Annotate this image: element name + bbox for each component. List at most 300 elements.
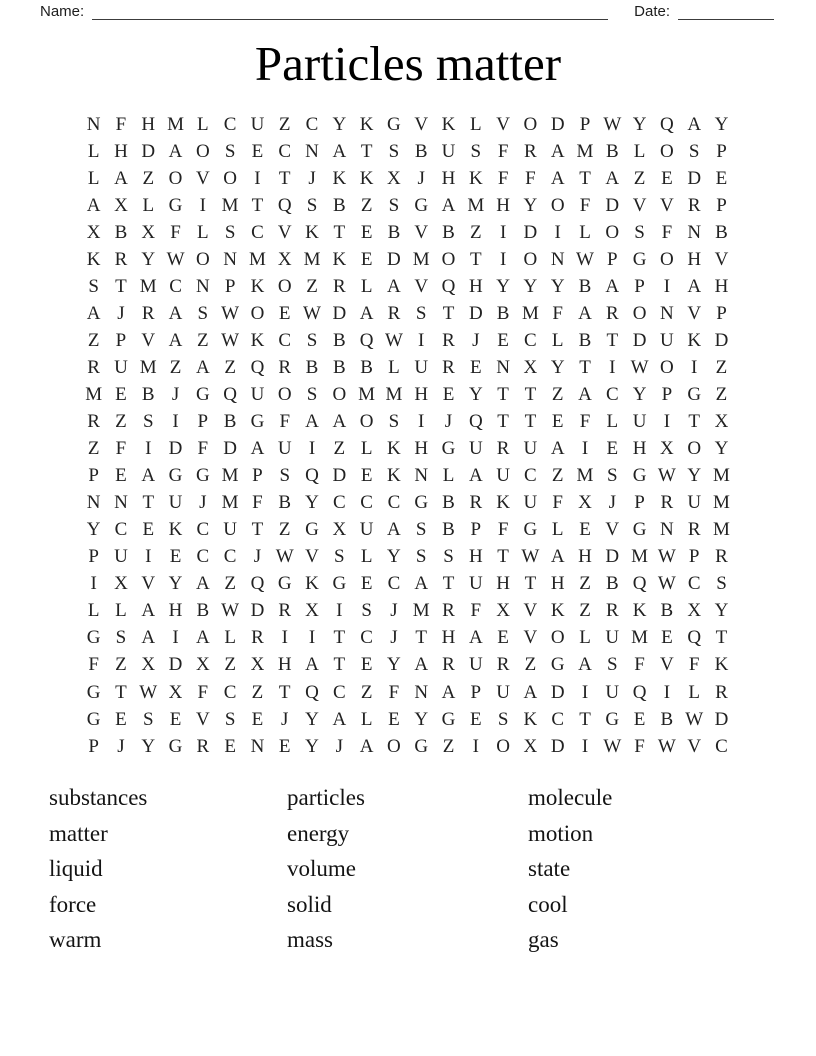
grid-letter: L bbox=[551, 519, 564, 541]
grid-letter: I bbox=[691, 356, 698, 378]
grid-letter: O bbox=[277, 383, 292, 405]
grid-letter: Z bbox=[551, 383, 564, 405]
grid-letter: R bbox=[332, 275, 346, 297]
grid-letter: T bbox=[688, 411, 700, 433]
grid-letter: E bbox=[115, 708, 127, 730]
grid-letter: N bbox=[114, 492, 128, 514]
grid-letter: A bbox=[141, 465, 156, 487]
grid-letter: G bbox=[441, 708, 456, 730]
grid-letter: S bbox=[224, 140, 236, 162]
grid-letter: J bbox=[417, 167, 425, 189]
grid-letter: S bbox=[142, 708, 154, 730]
grid-letter: I bbox=[663, 681, 671, 703]
grid-letter: R bbox=[114, 248, 128, 270]
grid-letter: B bbox=[223, 411, 237, 433]
grid-letter: G bbox=[332, 573, 347, 595]
grid-letter: B bbox=[605, 573, 619, 595]
grid-letter: Z bbox=[87, 438, 100, 460]
grid-letter: T bbox=[333, 627, 346, 649]
grid-letter: L bbox=[633, 140, 646, 162]
grid-letter: B bbox=[414, 140, 428, 162]
grid-letter: E bbox=[251, 140, 264, 162]
grid-letter: D bbox=[141, 140, 156, 162]
grid-letter: Q bbox=[441, 275, 456, 297]
grid-letter: F bbox=[497, 167, 509, 189]
grid-letter: X bbox=[523, 356, 538, 378]
grid-letter: R bbox=[442, 329, 455, 351]
grid-letter: C bbox=[605, 383, 619, 405]
grid-letter: Y bbox=[632, 383, 647, 405]
grid-letter: Z bbox=[633, 167, 646, 189]
grid-letter: E bbox=[661, 627, 673, 649]
word-list-column bbox=[528, 780, 612, 958]
grid-letter: I bbox=[281, 627, 288, 649]
grid-letter: T bbox=[360, 140, 373, 162]
grid-letter: X bbox=[387, 167, 401, 189]
grid-letter: P bbox=[470, 519, 482, 541]
grid-letter: C bbox=[360, 492, 373, 514]
grid-letter: N bbox=[660, 302, 674, 324]
grid-letter: B bbox=[332, 356, 346, 378]
grid-letter: C bbox=[251, 221, 264, 243]
grid-letter: W bbox=[384, 329, 403, 351]
grid-letter: A bbox=[687, 275, 702, 297]
grid-letter: K bbox=[687, 329, 702, 351]
grid-letter: D bbox=[168, 654, 183, 676]
grid-letter: I bbox=[499, 248, 507, 270]
grid-letter: P bbox=[115, 329, 127, 351]
grid-letter: Q bbox=[632, 681, 647, 703]
grid-letter: I bbox=[581, 735, 589, 757]
grid-letter: F bbox=[115, 438, 127, 460]
grid-letter: E bbox=[606, 438, 619, 460]
grid-letter: Y bbox=[550, 275, 565, 297]
grid-letter: A bbox=[332, 411, 347, 433]
grid-letter: Z bbox=[87, 329, 100, 351]
grid-letter: G bbox=[168, 735, 183, 757]
grid-letter: S bbox=[306, 329, 318, 351]
grid-letter: U bbox=[114, 356, 128, 378]
grid-letter: Y bbox=[305, 735, 319, 757]
grid-letter: C bbox=[223, 113, 237, 135]
grid-letter: K bbox=[332, 248, 347, 270]
grid-letter: N bbox=[660, 519, 674, 541]
grid-letter: T bbox=[497, 383, 509, 405]
grid-letter: S bbox=[306, 383, 318, 405]
grid-letter: G bbox=[277, 573, 292, 595]
grid-letter: A bbox=[114, 167, 128, 189]
grid-letter: Y bbox=[86, 519, 101, 541]
grid-letter: A bbox=[141, 627, 156, 649]
grid-letter: X bbox=[523, 735, 538, 757]
grid-letter: L bbox=[360, 275, 373, 297]
grid-letter: D bbox=[250, 600, 265, 622]
grid-letter: O bbox=[387, 735, 401, 757]
grid-letter: X bbox=[687, 600, 702, 622]
grid-letter: V bbox=[414, 113, 429, 135]
grid-letter: P bbox=[716, 140, 727, 162]
grid-letter: Y bbox=[141, 248, 156, 270]
grid-letter: T bbox=[142, 492, 155, 514]
grid-letter: D bbox=[523, 221, 538, 243]
grid-letter: J bbox=[608, 492, 616, 514]
grid-letter: O bbox=[550, 194, 565, 216]
grid-letter: W bbox=[657, 465, 676, 487]
grid-letter: Z bbox=[551, 465, 564, 487]
grid-letter: V bbox=[687, 302, 702, 324]
word-list-item: solid bbox=[287, 891, 332, 917]
grid-letter: Y bbox=[332, 113, 347, 135]
grid-letter: V bbox=[195, 708, 210, 730]
grid-letter: E bbox=[169, 708, 182, 730]
grid-letter: D bbox=[387, 248, 401, 270]
grid-letter: E bbox=[360, 573, 373, 595]
grid-letter: K bbox=[632, 600, 647, 622]
grid-letter: R bbox=[387, 302, 401, 324]
grid-letter: A bbox=[305, 411, 319, 433]
grid-letter: I bbox=[145, 546, 152, 568]
grid-letter: Z bbox=[442, 735, 455, 757]
grid-letter: O bbox=[660, 140, 674, 162]
grid-letter: N bbox=[223, 248, 237, 270]
grid-letter: E bbox=[360, 465, 373, 487]
grid-letter: M bbox=[139, 356, 157, 378]
grid-letter: T bbox=[715, 627, 728, 649]
grid-letter: F bbox=[688, 654, 700, 676]
grid-letter: R bbox=[496, 438, 510, 460]
grid-letter: I bbox=[254, 167, 261, 189]
grid-letter: N bbox=[414, 681, 429, 703]
grid-letter: T bbox=[333, 221, 346, 243]
grid-letter: M bbox=[521, 302, 539, 324]
grid-letter: B bbox=[605, 140, 619, 162]
grid-letter: V bbox=[660, 654, 674, 676]
grid-letter: V bbox=[523, 627, 538, 649]
grid-letter: D bbox=[605, 546, 620, 568]
word-list-item: gas bbox=[528, 927, 559, 953]
grid-letter: X bbox=[714, 411, 729, 433]
grid-letter: C bbox=[715, 735, 728, 757]
grid-letter: M bbox=[221, 194, 239, 216]
grid-letter: W bbox=[603, 113, 622, 135]
grid-letter: O bbox=[277, 275, 292, 297]
grid-letter: F bbox=[470, 600, 482, 622]
grid-letter: X bbox=[305, 600, 319, 622]
name-fill-line bbox=[92, 4, 608, 20]
grid-letter: A bbox=[468, 465, 483, 487]
grid-letter: W bbox=[275, 546, 294, 568]
grid-letter: A bbox=[414, 654, 429, 676]
grid-letter: S bbox=[607, 465, 618, 487]
grid-letter: L bbox=[470, 113, 482, 135]
grid-letter: R bbox=[251, 627, 264, 649]
grid-letter: I bbox=[581, 438, 589, 460]
grid-letter: R bbox=[87, 411, 100, 433]
grid-letter: L bbox=[142, 194, 155, 216]
grid-letter: W bbox=[221, 329, 240, 351]
grid-letter: G bbox=[168, 465, 183, 487]
grid-letter: W bbox=[521, 546, 540, 568]
grid-letter: K bbox=[359, 113, 374, 135]
grid-letter: U bbox=[441, 140, 456, 162]
grid-letter: D bbox=[687, 167, 702, 189]
grid-letter: K bbox=[250, 275, 265, 297]
grid-letter: A bbox=[605, 167, 620, 189]
grid-letter: W bbox=[221, 302, 240, 324]
grid-letter: B bbox=[496, 302, 510, 324]
grid-letter: F bbox=[252, 492, 263, 514]
grid-letter: B bbox=[360, 356, 373, 378]
grid-letter: K bbox=[523, 708, 538, 730]
grid-letter: C bbox=[278, 329, 292, 351]
grid-letter: A bbox=[359, 735, 374, 757]
grid-letter: F bbox=[279, 411, 291, 433]
grid-letter: R bbox=[442, 600, 455, 622]
word-list-item: volume bbox=[287, 856, 356, 882]
grid-letter: B bbox=[442, 492, 455, 514]
grid-letter: O bbox=[523, 248, 538, 270]
grid-letter: P bbox=[470, 681, 482, 703]
grid-letter: Z bbox=[224, 356, 236, 378]
grid-letter: U bbox=[114, 546, 128, 568]
grid-letter: W bbox=[685, 708, 704, 730]
grid-letter: M bbox=[576, 140, 594, 162]
grid-letter: C bbox=[278, 140, 292, 162]
grid-letter: R bbox=[605, 302, 619, 324]
grid-letter: V bbox=[195, 167, 210, 189]
grid-letter: Q bbox=[250, 573, 265, 595]
grid-letter: C bbox=[196, 546, 210, 568]
grid-letter: M bbox=[303, 248, 321, 270]
grid-letter: B bbox=[578, 275, 592, 297]
grid-letter: M bbox=[713, 465, 730, 487]
grid-letter: Z bbox=[306, 275, 318, 297]
grid-letter: N bbox=[86, 492, 101, 514]
grid-letter: C bbox=[360, 627, 373, 649]
grid-letter: A bbox=[550, 167, 565, 189]
grid-letter: S bbox=[197, 302, 209, 324]
grid-letter: R bbox=[278, 356, 292, 378]
grid-letter: A bbox=[195, 356, 210, 378]
grid-letter: A bbox=[195, 573, 210, 595]
grid-letter: N bbox=[496, 356, 510, 378]
word-list-item: mass bbox=[287, 927, 333, 953]
grid-letter: H bbox=[468, 546, 483, 568]
grid-letter: E bbox=[360, 221, 373, 243]
grid-letter: R bbox=[87, 356, 100, 378]
grid-letter: O bbox=[195, 140, 210, 162]
grid-letter: J bbox=[281, 708, 289, 730]
grid-letter: E bbox=[661, 167, 673, 189]
grid-letter: X bbox=[141, 221, 156, 243]
grid-letter: I bbox=[90, 573, 97, 595]
grid-letter: G bbox=[441, 438, 456, 460]
grid-letter: A bbox=[359, 302, 374, 324]
grid-letter: R bbox=[524, 140, 537, 162]
grid-letter: L bbox=[197, 221, 209, 243]
grid-letter: L bbox=[388, 356, 400, 378]
grid-letter: D bbox=[550, 113, 565, 135]
grid-letter: F bbox=[388, 681, 400, 703]
grid-letter: M bbox=[85, 383, 103, 405]
word-list-item: cool bbox=[528, 891, 568, 917]
grid-letter: U bbox=[414, 356, 429, 378]
grid-letter: M bbox=[412, 248, 430, 270]
grid-letter: H bbox=[578, 546, 592, 568]
grid-letter: Q bbox=[468, 411, 483, 433]
grid-letter: A bbox=[168, 302, 183, 324]
grid-letter: M bbox=[248, 248, 266, 270]
grid-letter: P bbox=[607, 248, 618, 270]
grid-letter: K bbox=[714, 654, 729, 676]
grid-letter: X bbox=[496, 600, 510, 622]
grid-letter: A bbox=[578, 654, 592, 676]
grid-letter: S bbox=[443, 546, 454, 568]
grid-letter: Z bbox=[142, 167, 155, 189]
grid-letter: C bbox=[332, 492, 346, 514]
word-list-item: molecule bbox=[528, 785, 613, 810]
grid-letter: V bbox=[141, 573, 156, 595]
grid-letter: O bbox=[441, 248, 456, 270]
grid-letter: R bbox=[141, 302, 155, 324]
grid-letter: Z bbox=[715, 356, 728, 378]
grid-letter: T bbox=[470, 248, 482, 270]
grid-letter: A bbox=[578, 302, 592, 324]
grid-letter: K bbox=[250, 329, 265, 351]
grid-letter: O bbox=[660, 356, 674, 378]
grid-letter: Z bbox=[360, 681, 373, 703]
grid-letter: T bbox=[278, 681, 291, 703]
grid-letter: M bbox=[631, 627, 649, 649]
grid-letter: Q bbox=[359, 329, 374, 351]
grid-letter: E bbox=[442, 383, 455, 405]
grid-letter: E bbox=[497, 627, 509, 649]
grid-letter: S bbox=[88, 275, 99, 297]
grid-letter: A bbox=[468, 627, 483, 649]
grid-letter: Y bbox=[523, 194, 538, 216]
grid-letter: F bbox=[497, 519, 509, 541]
grid-letter: L bbox=[551, 329, 564, 351]
grid-letter: D bbox=[332, 465, 347, 487]
grid-letter: Y bbox=[305, 492, 319, 514]
grid-letter: Q bbox=[687, 627, 702, 649]
grid-letter: V bbox=[496, 113, 510, 135]
grid-letter: Y bbox=[305, 708, 319, 730]
grid-letter: B bbox=[660, 600, 674, 622]
grid-letter: L bbox=[87, 600, 100, 622]
grid-letter: Y bbox=[523, 275, 538, 297]
grid-letter: D bbox=[550, 735, 565, 757]
grid-letter: P bbox=[88, 735, 99, 757]
grid-letter: L bbox=[360, 546, 373, 568]
grid-letter: J bbox=[117, 735, 125, 757]
grid-letter: E bbox=[579, 519, 591, 541]
grid-letter: K bbox=[305, 573, 319, 595]
grid-letter: O bbox=[332, 383, 347, 405]
grid-letter: Z bbox=[224, 654, 236, 676]
grid-letter: V bbox=[141, 329, 156, 351]
grid-letter: B bbox=[278, 492, 292, 514]
grid-letter: C bbox=[305, 113, 319, 135]
grid-letter: X bbox=[168, 681, 183, 703]
grid-letter: G bbox=[632, 519, 647, 541]
grid-letter: H bbox=[414, 383, 429, 405]
grid-letter: G bbox=[195, 465, 210, 487]
grid-letter: A bbox=[578, 383, 592, 405]
grid-letter: A bbox=[195, 627, 210, 649]
grid-letter: X bbox=[250, 654, 265, 676]
grid-letter: N bbox=[250, 735, 265, 757]
grid-letter: B bbox=[715, 221, 728, 243]
grid-letter: B bbox=[332, 329, 346, 351]
grid-letter: C bbox=[196, 519, 210, 541]
grid-letter: T bbox=[251, 194, 264, 216]
grid-letter: O bbox=[359, 411, 374, 433]
grid-letter: F bbox=[497, 140, 509, 162]
grid-letter: V bbox=[660, 194, 674, 216]
grid-letter: M bbox=[139, 275, 157, 297]
grid-letter: H bbox=[114, 140, 128, 162]
grid-letter: Y bbox=[632, 113, 647, 135]
grid-letter: T bbox=[442, 302, 455, 324]
grid-letter: M bbox=[713, 492, 730, 514]
grid-letter: J bbox=[171, 383, 180, 405]
grid-letter: A bbox=[387, 275, 401, 297]
grid-letter: R bbox=[687, 194, 701, 216]
grid-letter: F bbox=[552, 302, 563, 324]
grid-letter: Z bbox=[169, 356, 182, 378]
grid-letter: N bbox=[687, 221, 702, 243]
grid-letter: D bbox=[168, 438, 183, 460]
grid-letter: Z bbox=[579, 573, 591, 595]
grid-letter: Y bbox=[714, 600, 729, 622]
grid-letter: Q bbox=[305, 681, 319, 703]
grid-letter: E bbox=[142, 519, 155, 541]
grid-letter: E bbox=[224, 735, 236, 757]
grid-letter: A bbox=[441, 681, 456, 703]
grid-letter: L bbox=[360, 708, 373, 730]
grid-letter: Y bbox=[496, 275, 510, 297]
grid-letter: P bbox=[88, 465, 99, 487]
grid-letter: B bbox=[305, 356, 319, 378]
grid-letter: O bbox=[550, 627, 565, 649]
grid-letter: I bbox=[308, 438, 316, 460]
word-list-item: liquid bbox=[49, 856, 103, 882]
grid-letter: V bbox=[605, 519, 620, 541]
grid-letter: L bbox=[442, 465, 455, 487]
grid-letter: I bbox=[499, 221, 507, 243]
grid-letter: K bbox=[332, 167, 347, 189]
word-list-item: warm bbox=[49, 927, 102, 953]
grid-letter: U bbox=[277, 438, 292, 460]
grid-letter: K bbox=[168, 519, 183, 541]
grid-letter: R bbox=[605, 600, 619, 622]
grid-letter: I bbox=[308, 627, 316, 649]
grid-letter: F bbox=[525, 167, 536, 189]
grid-letter: W bbox=[166, 248, 185, 270]
grid-letter: G bbox=[387, 113, 401, 135]
grid-letter: S bbox=[688, 140, 700, 162]
grid-letter: A bbox=[550, 140, 565, 162]
grid-letter: S bbox=[224, 221, 236, 243]
grid-letter: A bbox=[332, 140, 347, 162]
grid-letter: W bbox=[221, 600, 240, 622]
grid-letter: L bbox=[579, 221, 591, 243]
grid-letter: Z bbox=[360, 194, 373, 216]
grid-letter: H bbox=[277, 654, 292, 676]
grid-letter: Q bbox=[632, 573, 647, 595]
grid-letter: M bbox=[576, 465, 594, 487]
